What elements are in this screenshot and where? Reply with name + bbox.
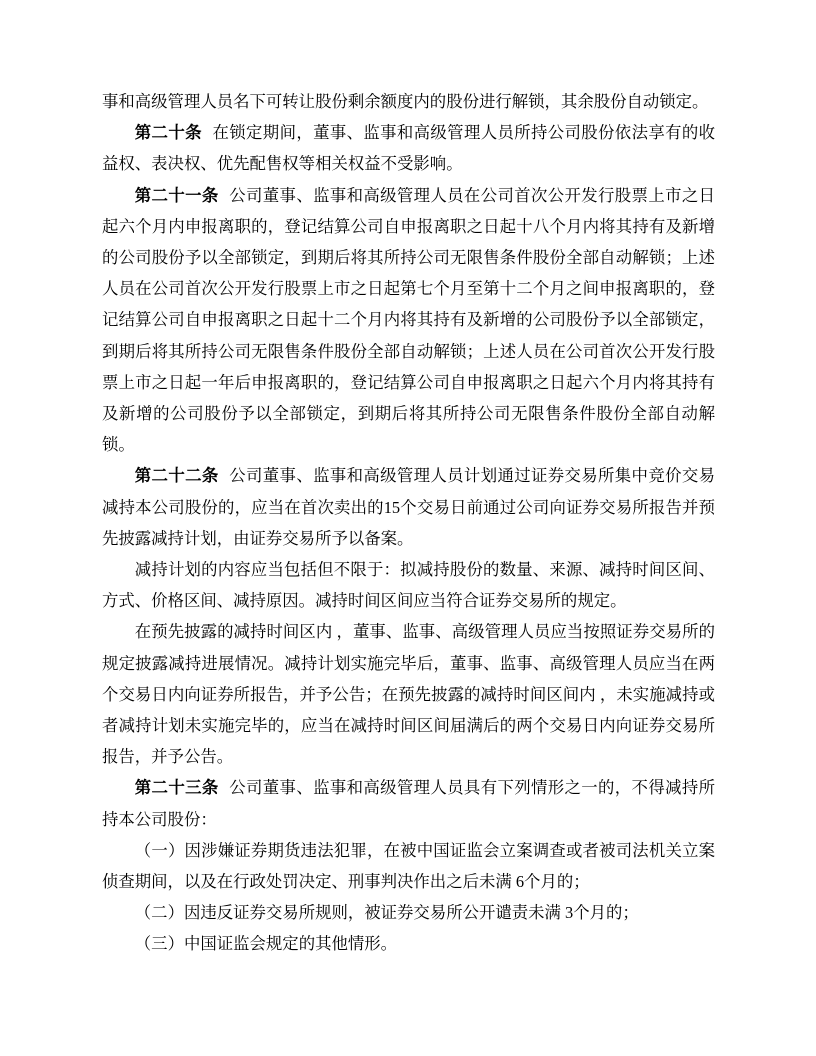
para-disclosure-progress	[102, 616, 715, 772]
para-item-1	[102, 835, 715, 897]
article-number: 第二十二条	[134, 466, 219, 486]
para-article-23	[102, 772, 715, 834]
para-text: 公司董事、监事和高级管理人员计划通过证券交易所集中竞价交易减持本公司股份的，应当在首次卖出的15个交易日前通过公司向证券交易所报告并预先披露减持计划，由证券交易所予以备案。	[102, 466, 715, 548]
para-item-2	[102, 897, 715, 928]
para-text: 事和高级管理人员名下可转让股份剩余额度内的股份进行解锁，其余股份自动锁定。	[102, 92, 709, 111]
article-number: 第二十条	[134, 123, 202, 143]
para-item-3	[102, 928, 715, 959]
para-text: 在预先披露的减持时间区内 ，董事、监事、高级管理人员应当按照证券交易所的规定披露减持进展情况。减持计划实施完毕后，董事、监事、高级管理人员应当在两个交易日内向证券所报告，并予公告；在预先披露的减持时间区间内 ，未实施减持或者减持计划未实施完毕的，应当在减持时间区间届满后的两个交易日内向证券交易所报告，并予公告。	[102, 622, 715, 767]
para-article-21	[102, 180, 715, 461]
document-content	[102, 86, 715, 960]
article-number: 第二十一条	[134, 185, 219, 205]
para-text: 在锁定期间，董事、监事和高级管理人员所持公司股份依法享有的收益权、表决权、优先配售权等相关权益不受影响。	[102, 123, 716, 174]
para-continuation	[102, 86, 715, 117]
para-text: （三）中国证监会规定的其他情形。	[134, 934, 398, 954]
para-text: 公司董事、监事和高级管理人员具有下列情形之一的，不得减持所持本公司股份：	[102, 778, 715, 829]
para-article-22	[102, 460, 715, 554]
article-number: 第二十三条	[134, 778, 219, 798]
para-text: 公司董事、监事和高级管理人员在公司首次公开发行股票上市之日起六个月内申报离职的，登记结算公司自申报离职之日起十八个月内将其持有及新增的公司股份予以全部锁定，到期后将其所持公司无限售条件股份全部自动解锁；上述人员在公司首次公开发行股票上市之日起第七个月至第十二个月之间申报离职的，登记结算公司自申报离职之日起十二个月内将其持有及新增的公司股份予以全部锁定，到期后将其所持公司无限售条件股份全部自动解锁；上述人员在公司首次公开发行股票上市之日起一年后申报离职的，登记结算公司自申报离职之日起六个月内将其持有及新增的公司股份予以全部锁定，到期后将其所持公司无限售条件股份全部自动解锁。	[102, 185, 715, 455]
para-text: （二）因违反证券交易所规则，被证券交易所公开谴责未满 3个月的；	[134, 903, 639, 923]
para-text: 减持计划的内容应当包括但不限于：拟减持股份的数量、来源、减持时间区间、方式、价格区间、减持原因。减持时间区间应当符合证券交易所的规定。	[102, 560, 715, 611]
para-text: （一）因涉嫌证券期货违法犯罪，在被中国证监会立案调查或者被司法机关立案侦查期间，以及在行政处罚决定、刑事判决作出之后未满 6个月的；	[102, 840, 715, 892]
para-reduction-plan-content	[102, 554, 715, 616]
para-article-20	[102, 117, 715, 179]
